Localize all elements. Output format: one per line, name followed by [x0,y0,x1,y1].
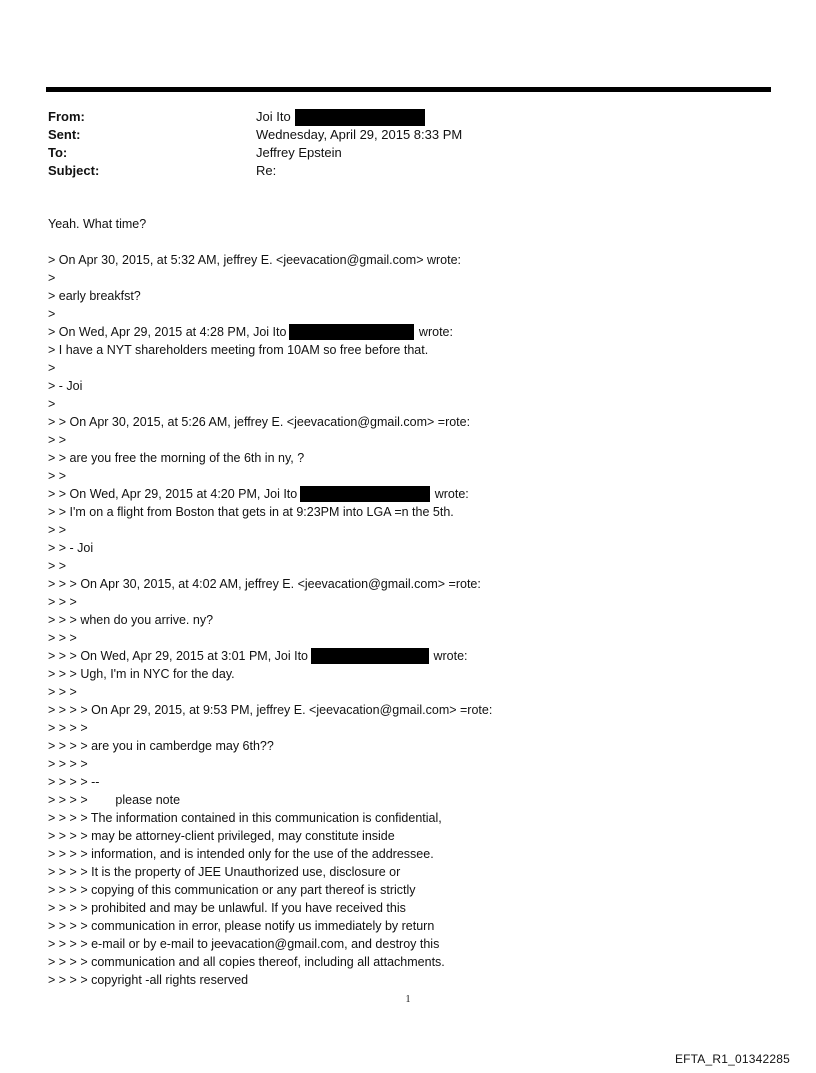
body-line [48,269,778,287]
body-line-text: > > > > communication in error, please notify us immediately by return [48,919,435,933]
email-body [48,215,778,989]
body-line [48,431,778,449]
body-line-text: > On Apr 30, 2015, at 5:32 AM, jeffrey E. <jeevacation@gmail.com> wrote: [48,253,462,267]
body-line-text: > > [48,469,67,483]
body-line [48,413,778,431]
body-line-text: > > > > [48,721,88,735]
to-row [48,144,748,162]
body-line-text: > On Wed, Apr 29, 2015 at 4:28 PM, Joi Ito [48,325,287,339]
body-line [48,971,778,989]
body-line [48,917,778,935]
subject-row [48,162,748,180]
body-line-text: > > I'm on a flight from Boston that gets in at 9:23PM into LGA =n the 5th. [48,505,454,519]
body-line-text: > > are you free the morning of the 6th in ny, ? [48,451,305,465]
body-line-text: > > > [48,631,77,645]
body-line [48,809,778,827]
body-line-text: > > > On Wed, Apr 29, 2015 at 3:01 PM, Joi Ito [48,649,308,663]
body-line [48,485,778,503]
body-line [48,881,778,899]
body-line [48,791,778,809]
body-line [48,323,778,341]
body-line [48,611,778,629]
from-label: From: [48,109,85,124]
body-line-text: > > > when do you arrive. ny? [48,613,214,627]
redaction-block [311,648,429,664]
body-line-text: > > > > copyright -all rights reserved [48,973,249,987]
body-line-text: > > [48,433,67,447]
body-line-text: > > > > information, and is intended only for the use of the addressee. [48,847,434,861]
body-line-text: > > > [48,685,77,699]
from-row [48,108,748,126]
body-line-text: > [48,397,56,411]
sent-value: Wednesday, April 29, 2015 8:33 PM [256,127,463,142]
body-line-text: > > On Wed, Apr 29, 2015 at 4:20 PM, Joi Ito [48,487,298,501]
body-line [48,467,778,485]
header-rule [46,87,771,92]
body-line-text: > > > > may be attorney-client privileged, may constitute inside [48,829,395,843]
body-line [48,665,778,683]
body-line-text: > > > > The information contained in this communication is confidential, [48,811,442,825]
body-line-text: > > > > copying of this communication or any part thereof is strictly [48,883,416,897]
body-line [48,845,778,863]
from-value: Joi Ito [256,109,291,124]
body-line-text: > early breakfst? [48,289,141,303]
body-line [48,557,778,575]
body-line-text: Yeah. What time? [48,217,147,231]
email-header [48,108,748,180]
body-line-suffix: wrote: [430,649,468,663]
body-line [48,503,778,521]
subject-label: Subject: [48,163,100,178]
body-line [48,701,778,719]
body-line [48,899,778,917]
body-line [48,215,778,233]
body-line-text: > > > > are you in camberdge may 6th?? [48,739,274,753]
body-line [48,593,778,611]
document-id: EFTA_R1_01342285 [674,1052,790,1066]
body-line-text: > > > Ugh, I'm in NYC for the day. [48,667,235,681]
redaction-block [295,109,425,126]
redaction-block [300,486,430,502]
body-line [48,935,778,953]
body-line-suffix: wrote: [415,325,453,339]
body-line [48,575,778,593]
sent-row [48,126,748,144]
body-line [48,647,778,665]
body-line [48,773,778,791]
body-line-text: > > > > please note [48,793,181,807]
body-line [48,251,778,269]
body-line-text: > > > On Apr 30, 2015, at 4:02 AM, jeffrey E. <jeevacation@gmail.com> =rote: [48,577,481,591]
body-line [48,539,778,557]
page-number: 1 [405,994,411,1005]
body-line-text: > [48,271,56,285]
body-line-text: > > [48,559,67,573]
body-line-text: > [48,307,56,321]
body-line [48,863,778,881]
body-line [48,233,778,251]
body-line-text: > > > > On Apr 29, 2015, at 9:53 PM, jeffrey E. <jeevacation@gmail.com> =rote: [48,703,493,717]
sent-label: Sent: [48,127,81,142]
body-line-suffix: wrote: [431,487,469,501]
body-line [48,449,778,467]
body-line [48,683,778,701]
to-value: Jeffrey Epstein [256,145,342,160]
body-line [48,341,778,359]
body-line [48,629,778,647]
body-line-text: > > > [48,595,77,609]
body-line [48,395,778,413]
body-line [48,719,778,737]
body-line-text: > > > > [48,757,88,771]
body-line [48,359,778,377]
body-line-text: > > > > e-mail or by e-mail to jeevacation@gmail.com, and destroy this [48,937,440,951]
body-line [48,521,778,539]
body-line [48,287,778,305]
body-line-text: > > [48,523,67,537]
redaction-block [289,324,414,340]
body-line-text: > > - Joi [48,541,94,555]
body-line-text: > > On Apr 30, 2015, at 5:26 AM, jeffrey E. <jeevacation@gmail.com> =rote: [48,415,471,429]
body-line [48,755,778,773]
body-line-text: > > > > -- [48,775,100,789]
to-label: To: [48,145,68,160]
body-line [48,305,778,323]
body-line [48,953,778,971]
body-line-text: > I have a NYT shareholders meeting from 10AM so free before that. [48,343,429,357]
body-line-text: > > > > communication and all copies thereof, including all attachments. [48,955,445,969]
body-line [48,827,778,845]
body-line-text: > > > > It is the property of JEE Unauthorized use, disclosure or [48,865,401,879]
body-line [48,377,778,395]
body-line-text: > - Joi [48,379,83,393]
body-line [48,737,778,755]
subject-value: Re: [256,163,277,178]
body-line-text: > [48,361,56,375]
body-line-text: > > > > prohibited and may be unlawful. If you have received this [48,901,406,915]
